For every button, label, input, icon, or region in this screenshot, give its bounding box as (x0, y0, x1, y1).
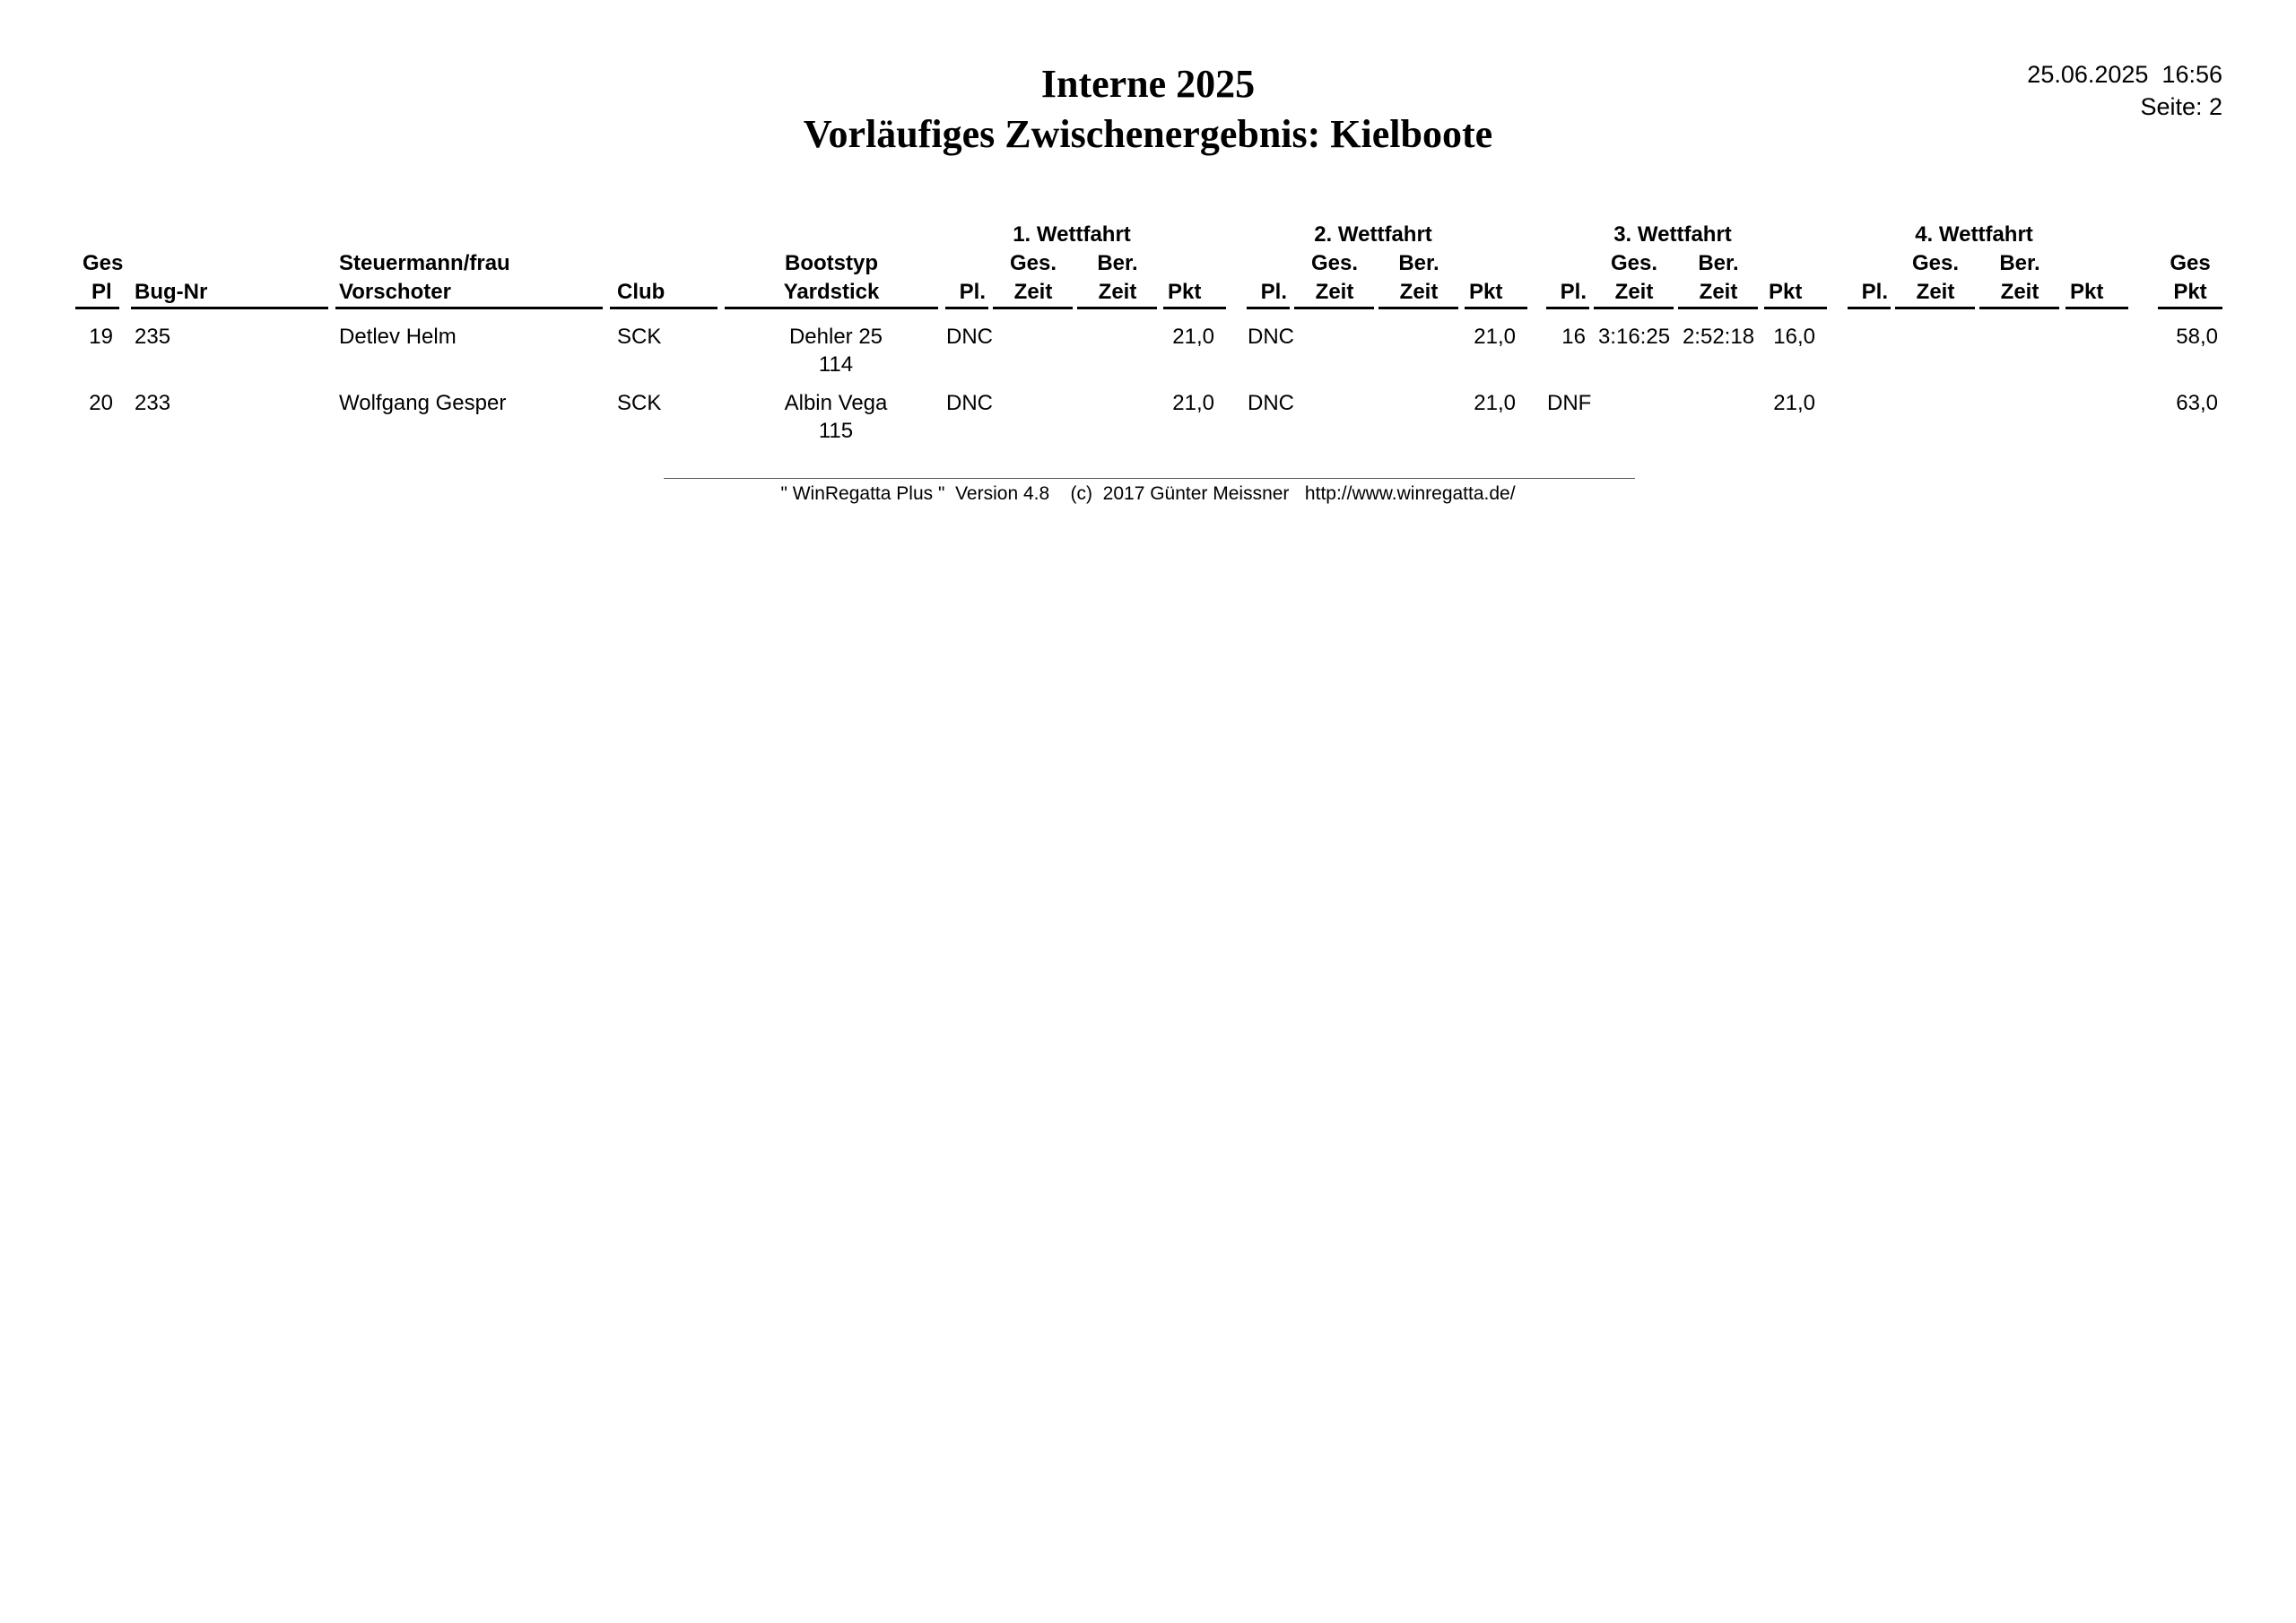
header-race-4-ber-top: Ber. (1999, 251, 2040, 275)
header-steuermann: Steuermann/frau (339, 251, 510, 275)
row-race-points: 21,0 (1474, 391, 1516, 415)
row-race-place: DNC (1248, 391, 1294, 415)
underline-race-1-ges (993, 307, 1073, 309)
underline-race-4-ber (1979, 307, 2059, 309)
header-race-1-pl: Pl. (959, 280, 986, 304)
header-race-1-ber-top: Ber. (1097, 251, 1138, 275)
header-ges-pkt-top: Ges (2170, 251, 2211, 275)
row-race-place: 16 (1561, 325, 1586, 349)
header-race-3-pl: Pl. (1560, 280, 1587, 304)
underline-race-2-pl (1247, 307, 1290, 309)
row-race-place: DNC (946, 391, 993, 415)
underline-race-3-ges (1594, 307, 1674, 309)
row-race-points: 16,0 (1773, 325, 1815, 349)
row-total-points: 58,0 (2176, 325, 2218, 349)
underline-race-4-pkt (2066, 307, 2128, 309)
underline-race-2-pkt (1465, 307, 1527, 309)
row-bug-nr: 235 (135, 325, 171, 349)
header-race-1-ges-bottom: Zeit (1013, 280, 1053, 304)
header-race-4-pkt: Pkt (2070, 280, 2104, 304)
underline-race-4-ges (1895, 307, 1975, 309)
row-boat-type: Dehler 25 (788, 325, 883, 349)
header-race-2-ges-bottom: Zeit (1315, 280, 1354, 304)
row-race-points: 21,0 (1474, 325, 1516, 349)
header-race-2: 2. Wettfahrt (1314, 222, 1432, 247)
header-race-4: 4. Wettfahrt (1915, 222, 2033, 247)
header-ges-pl-top: Ges (83, 251, 124, 275)
header-race-3-ges-bottom: Zeit (1614, 280, 1654, 304)
row-race-points: 21,0 (1172, 391, 1214, 415)
header-yardstick: Yardstick (783, 280, 880, 304)
header-race-1-pkt: Pkt (1168, 280, 1202, 304)
header-race-3: 3. Wettfahrt (1613, 222, 1732, 247)
footer-credit: " WinRegatta Plus " Version 4.8 (c) 2017 Günter Meissner http://www.winregatta.de/ (780, 483, 1516, 504)
header-race-4-ges-bottom: Zeit (1916, 280, 1955, 304)
underline-race-2-ges (1294, 307, 1374, 309)
row-race-points: 21,0 (1172, 325, 1214, 349)
row-race-place: DNC (946, 325, 993, 349)
underline-steuermann (335, 307, 603, 309)
header-club: Club (617, 280, 665, 304)
underline-race-2-ber (1378, 307, 1458, 309)
page-subtitle: Vorläufiges Zwischenergebnis: Kielboote (803, 112, 1493, 156)
header-race-2-ges-top: Ges. (1310, 251, 1359, 275)
row-club: SCK (617, 325, 662, 349)
row-race-place: DNC (1248, 325, 1294, 349)
row-helmsman: Wolfgang Gesper (339, 391, 507, 415)
row-race-place: DNF (1547, 391, 1592, 415)
underline-race-3-ber (1678, 307, 1758, 309)
page-title: Interne 2025 (1040, 62, 1256, 106)
underline-bootstyp (725, 307, 938, 309)
header-race-3-ges-top: Ges. (1610, 251, 1658, 275)
footer-separator (664, 478, 1635, 479)
row-race-corrected-time: 2:52:18 (1682, 325, 1755, 349)
header-ges-pl-bottom: Pl (91, 280, 112, 304)
header-race-4-pl: Pl. (1861, 280, 1888, 304)
header-race-2-pl: Pl. (1260, 280, 1287, 304)
header-race-1: 1. Wettfahrt (1013, 222, 1131, 247)
row-total-points: 63,0 (2176, 391, 2218, 415)
row-bug-nr: 233 (135, 391, 171, 415)
row-yardstick: 115 (818, 419, 854, 443)
underline-club (610, 307, 718, 309)
row-place: 20 (89, 391, 113, 415)
header-race-2-pkt: Pkt (1469, 280, 1503, 304)
row-boat-type: Albin Vega (784, 391, 888, 415)
header-bug-nr: Bug-Nr (135, 280, 208, 304)
page-number: Seite: 2 (2140, 93, 2222, 120)
row-helmsman: Detlev Helm (339, 325, 457, 349)
header-race-4-ges-top: Ges. (1911, 251, 1960, 275)
row-place: 19 (89, 325, 113, 349)
header-race-3-ber-bottom: Zeit (1699, 280, 1738, 304)
row-yardstick: 114 (818, 352, 854, 377)
underline-race-3-pkt (1764, 307, 1827, 309)
header-race-1-ber-bottom: Zeit (1098, 280, 1137, 304)
underline-race-4-pl (1848, 307, 1891, 309)
header-race-3-pkt: Pkt (1769, 280, 1803, 304)
print-datetime: 25.06.2025 16:56 (2027, 61, 2222, 88)
header-race-2-ber-bottom: Zeit (1399, 280, 1439, 304)
underline-bug-nr (131, 307, 328, 309)
row-club: SCK (617, 391, 662, 415)
row-race-total-time: 3:16:25 (1597, 325, 1671, 349)
underline-race-1-ber (1077, 307, 1157, 309)
row-race-points: 21,0 (1773, 391, 1815, 415)
header-ges-pkt-bottom: Pkt (2173, 280, 2207, 304)
header-race-2-ber-top: Ber. (1398, 251, 1439, 275)
header-race-1-ges-top: Ges. (1009, 251, 1057, 275)
underline-ges-pl (75, 307, 119, 309)
header-race-3-ber-top: Ber. (1698, 251, 1739, 275)
underline-race-1-pl (945, 307, 988, 309)
header-vorschoter: Vorschoter (339, 280, 451, 304)
header-bootstyp: Bootstyp (785, 251, 878, 275)
underline-ges-pkt (2158, 307, 2222, 309)
underline-race-3-pl (1546, 307, 1589, 309)
header-race-4-ber-bottom: Zeit (2000, 280, 2039, 304)
underline-race-1-pkt (1163, 307, 1226, 309)
